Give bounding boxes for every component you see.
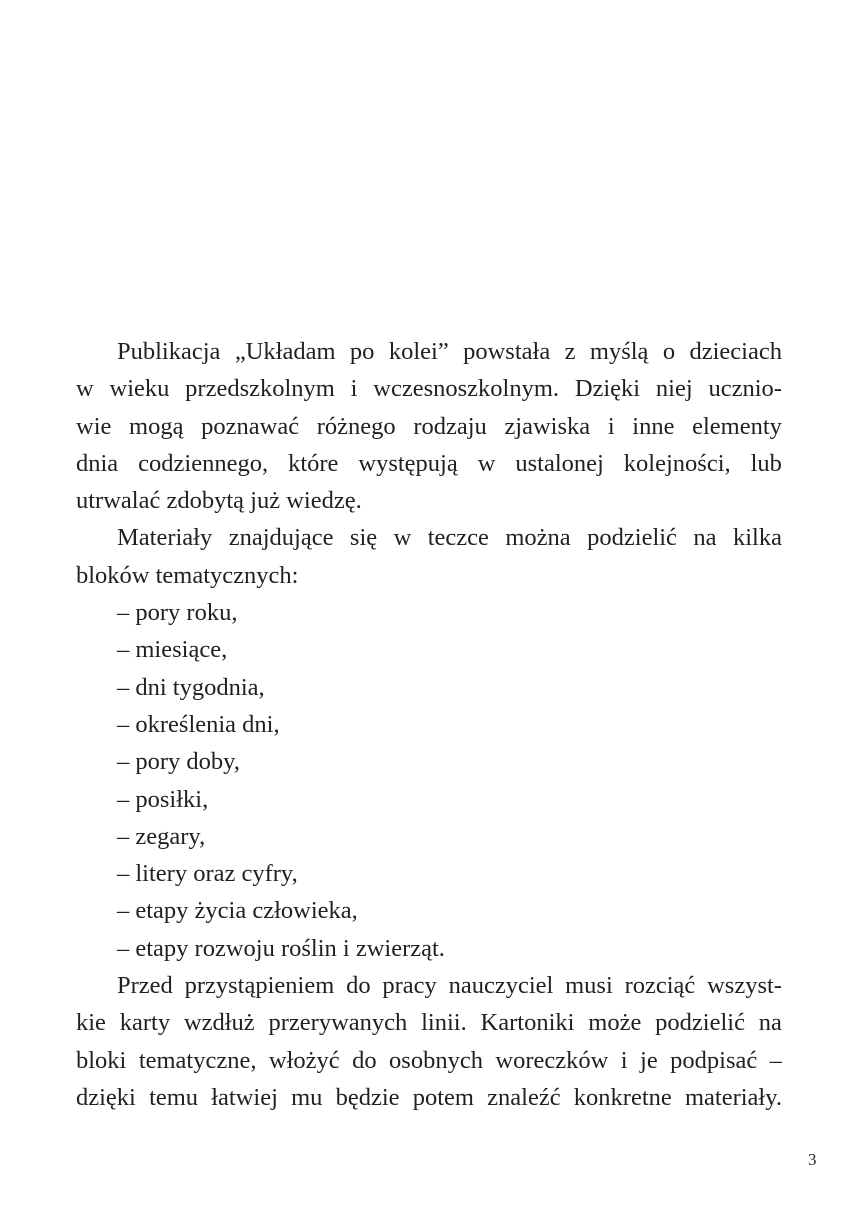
paragraph-instructions <box>76 967 782 1116</box>
word: konkretne <box>573 1083 672 1111</box>
word: kolejności, <box>623 449 731 477</box>
word: wzdłuż <box>183 1009 255 1037</box>
word: Przed <box>117 972 173 1000</box>
text-line <box>76 967 782 1004</box>
word: ucznio- <box>708 375 782 403</box>
word: włożyć <box>268 1046 340 1074</box>
word: Kartoniki <box>480 1009 575 1037</box>
word: temu <box>149 1083 199 1111</box>
word: wszyst- <box>707 972 782 1000</box>
word: i <box>607 412 615 440</box>
word: dzięki <box>76 1083 136 1111</box>
word: przedszkolnym <box>185 375 335 403</box>
list-item: – litery oraz cyfry, <box>117 860 298 888</box>
word: karty <box>119 1009 171 1037</box>
word: powstała <box>463 338 551 365</box>
list-item: – określenia dni, <box>117 710 280 738</box>
word: dnia <box>76 449 119 477</box>
word: w <box>76 375 94 403</box>
paragraph-materials <box>76 519 782 594</box>
word: inne <box>632 412 675 440</box>
list-item: – posiłki, <box>117 785 209 813</box>
word: elementy <box>692 412 782 440</box>
text-line <box>76 1004 782 1041</box>
word: mogą <box>129 412 184 440</box>
word: z <box>564 338 576 365</box>
word: rozciąć <box>624 972 696 1000</box>
word: rodzaju <box>413 412 487 440</box>
word: można <box>505 524 571 552</box>
word: wczesnoszkolnym. <box>373 375 560 403</box>
text-line <box>76 445 782 482</box>
word: kilka <box>732 524 782 552</box>
word: przerywanych <box>268 1009 408 1037</box>
word: wie <box>76 412 112 440</box>
word: codziennego, <box>138 449 269 477</box>
word: je <box>640 1046 658 1074</box>
word: bloki <box>76 1046 127 1074</box>
word: znajdujące <box>228 524 334 552</box>
word: Dzięki <box>574 375 641 403</box>
word: na <box>693 524 717 552</box>
word: linii. <box>421 1009 467 1037</box>
word: podpisać <box>670 1046 758 1074</box>
word: do <box>352 1046 377 1074</box>
word: do <box>346 972 371 1000</box>
word: lub <box>750 449 782 477</box>
list-item: – miesiące, <box>117 636 228 664</box>
word: pracy <box>382 972 437 1000</box>
list-item: – etapy rozwoju roślin i zwierząt. <box>117 934 445 962</box>
word: teczce <box>427 524 489 552</box>
word: różnego <box>316 412 396 440</box>
word: mu <box>291 1083 323 1111</box>
word: Publikacja <box>117 338 221 365</box>
list-item: – zegary, <box>117 822 206 850</box>
page-number: 3 <box>808 1150 817 1169</box>
word: i <box>350 375 358 403</box>
word: ustalonej <box>515 449 604 477</box>
body-text <box>76 333 782 1116</box>
word: tematyczne, <box>138 1046 257 1074</box>
word: myślą <box>589 338 649 365</box>
word: będzie <box>335 1083 400 1111</box>
list-item: – pory roku, <box>117 599 238 627</box>
text-line <box>76 519 782 556</box>
text-line <box>76 408 782 445</box>
word: podzielić <box>587 524 677 552</box>
text-line <box>76 1042 782 1079</box>
word: może <box>588 1009 642 1037</box>
word: które <box>288 449 339 477</box>
word: i <box>620 1046 628 1074</box>
word: kolei” <box>388 338 449 365</box>
word: potem <box>412 1083 474 1111</box>
word: podzielić <box>655 1009 745 1037</box>
word: po <box>349 338 375 365</box>
text-line: bloków tematycznych: <box>76 561 299 589</box>
list-item: – etapy życia człowieka, <box>117 897 358 925</box>
word: osobnych <box>389 1046 483 1074</box>
word: woreczków <box>495 1046 609 1074</box>
word: zjawiska <box>504 412 591 440</box>
word: „Układam <box>234 338 336 365</box>
word: – <box>769 1046 782 1074</box>
paragraph-intro <box>76 333 782 519</box>
list-item: – pory doby, <box>117 748 240 776</box>
word: nauczyciel <box>448 972 554 1000</box>
word: dzieciach <box>689 338 782 365</box>
word: łatwiej <box>211 1083 278 1111</box>
word: musi <box>565 972 613 1000</box>
list-item: – dni tygodnia, <box>117 673 265 701</box>
word: o <box>662 338 676 365</box>
text-line: utrwalać zdobytą już wiedzę. <box>76 487 362 515</box>
text-line <box>76 370 782 407</box>
word: w <box>393 524 412 552</box>
word: kie <box>76 1009 106 1037</box>
word: wieku <box>109 375 170 403</box>
word: występują <box>358 449 458 477</box>
text-line <box>76 333 782 370</box>
topic-list <box>76 594 782 967</box>
word: niej <box>655 375 693 403</box>
word: przystąpieniem <box>184 972 335 1000</box>
word: Materiały <box>117 524 213 552</box>
text-line <box>76 1079 782 1116</box>
word: się <box>349 524 378 552</box>
word: znaleźć <box>487 1083 561 1111</box>
word: materiały. <box>684 1083 782 1111</box>
word: na <box>758 1009 782 1037</box>
word: poznawać <box>201 412 300 440</box>
word: w <box>477 449 496 477</box>
